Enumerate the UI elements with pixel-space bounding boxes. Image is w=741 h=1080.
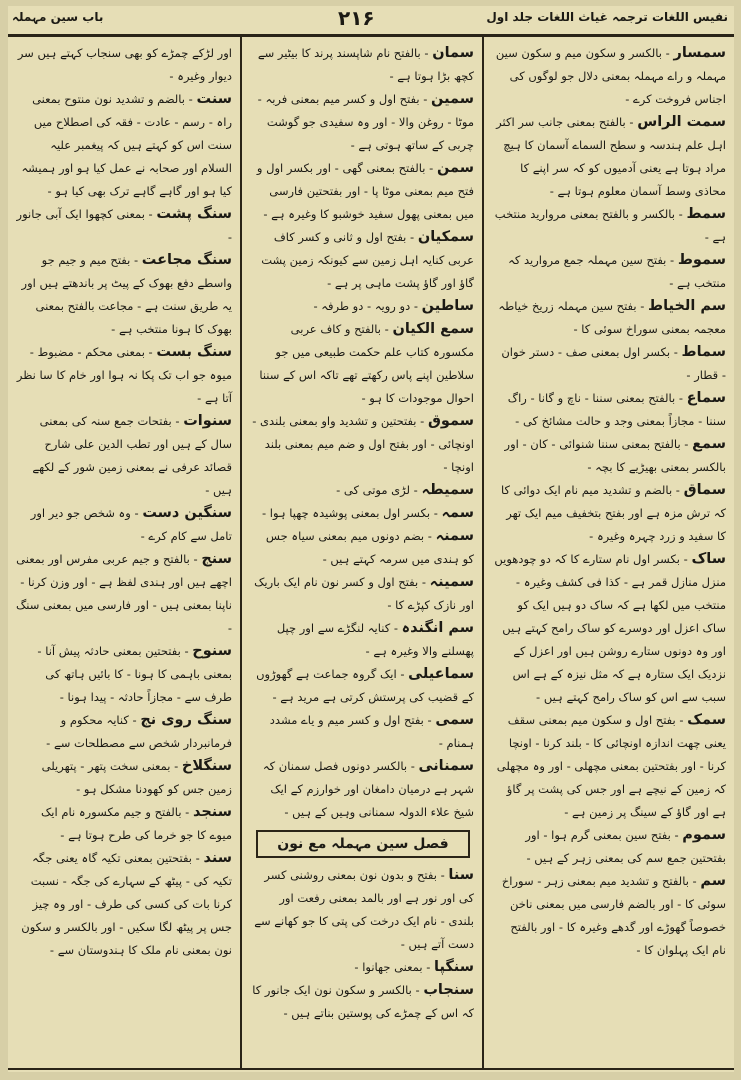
- dictionary-entry: [16, 847, 232, 962]
- entry-headword: سمنہ: [435, 528, 474, 544]
- dictionary-entry: [252, 410, 474, 479]
- entry-headword: سمیطہ: [421, 482, 474, 498]
- column-divider: [482, 36, 484, 1070]
- dictionary-entry: [252, 571, 474, 617]
- entry-definition: - لڑی موتی کی -: [336, 483, 418, 497]
- entry-definition: اور لڑکے چمڑے کو بھی سنجاب کہتے ہیں سر دیوار وغیرہ -: [17, 46, 232, 83]
- section-title: باب سین مہملہ: [12, 10, 104, 24]
- entry-headword: سنوح: [192, 643, 232, 659]
- dictionary-entry: [16, 410, 232, 502]
- dictionary-entry: [494, 870, 726, 962]
- dictionary-entry: [16, 203, 232, 249]
- dictionary-entry: [494, 387, 726, 433]
- dictionary-entry: [252, 295, 474, 318]
- entry-definition: - بالکسر دونوں فصل سمنان کہ شہر ہے درمیان دامغان اور خوارزم کے ایک شیخ علاء الدولہ سمنانی وہیں کے ہیں -: [262, 759, 474, 819]
- column-left: [10, 42, 238, 1064]
- entry-headword: سنگ پشت: [156, 206, 232, 222]
- entry-definition: - بفتح اول و کسر میم بمعنی فربہ - موٹا - روغن والا - اور وہ سفیدی جو گوشت چربی کے ساتھ ہوتی ہے -: [257, 92, 474, 152]
- entry-headword: سنگین دست: [142, 505, 232, 521]
- section-heading: فصل سین مہملہ مع نون: [256, 830, 470, 858]
- entry-headword: سمع: [692, 436, 726, 452]
- entry-headword: سنگ بست: [156, 344, 232, 360]
- entry-headword: سماق: [683, 482, 726, 498]
- entry-headword: سمط: [686, 206, 726, 222]
- dictionary-entry: [16, 42, 232, 88]
- entry-headword: سمی: [435, 712, 474, 728]
- entry-headword: سمت الراس: [637, 114, 726, 130]
- entry-headword: سمع الکیان: [392, 321, 474, 337]
- dictionary-entry: [252, 525, 474, 571]
- dictionary-page: [8, 6, 734, 1072]
- entry-headword: سنا: [448, 867, 474, 883]
- entry-definition: - بالفتح بمعنی گھی - اور بکسر اول و فتح میم بمعنی موٹا پا - اور بفتحتین فارسی میں بمعنی پھول سفید خوشبو کا وغیرہ ہے -: [256, 161, 474, 221]
- entry-definition: - بالکسر و سکون میم و سکون سین مہملہ و راے مہملہ بمعنی دلال جو لوگوں کی اجناس فروخت کرے -: [495, 46, 726, 106]
- entry-definition: - بمعنی محکم - مضبوط - میوہ جو اب تک پکا نہ ہوا اور خام کا سا نظر آتا ہے -: [16, 345, 232, 405]
- entry-definition: - بمعنی کچھوا ایک آبی جانور -: [16, 207, 232, 244]
- entry-definition: - بالضم و تشدید نون منتوح بمعنی راہ - رسم - عادت - فقہ کی اصطلاح میں سنت اس کو کہتے ہیں کہ پیغمبر علیہ السلام اور صحابہ نے عمل کیا ہو اور ہمیشہ کیا ہو اور گاہے گاہے ترک بھی کیا ہو -: [21, 92, 232, 198]
- entry-headword: سمان: [432, 45, 474, 61]
- entry-definition: - بفتح و بدون نون بمعنی روشنی کسر کی اور نور ہے اور بالمد بمعنی رفعت اور بلندی - نام ایک درخت کی پتی کا جو کھانے سے دست آتے ہیں -: [254, 868, 474, 951]
- dictionary-entry: [252, 755, 474, 824]
- entry-headword: سماع: [686, 390, 726, 406]
- entry-definition: - بفتحتین بمعنی تکیہ گاہ یعنی جگہ تکیہ کی - پیٹھ کے سہارے کی جگہ - نسبت کرنا بات کی کسی کی طرف - اور وہ چیز جس پر پیٹھ لگا سکیں - اور بالکسر و سکون نون بمعنی نام ملک کا ہندوستان سے -: [21, 851, 232, 957]
- entry-definition: - بفتح سین بمعنی گرم ہوا - اور بفتحتین جمع سم کی بمعنی زہر کے ہیں -: [525, 828, 726, 865]
- entry-definition: - وہ شخص جو دیر اور تامل سے کام کرے -: [30, 506, 232, 543]
- dictionary-entry: [252, 157, 474, 226]
- entry-definition: - بالکسر و بالفتح بمعنی مروارید منتخب ہے -: [494, 207, 726, 244]
- entry-definition: - کنایہ محکوم و فرمانبردار شخص سے مصطلحات سے -: [46, 713, 232, 750]
- dictionary-entry: [252, 318, 474, 410]
- column-divider: [240, 36, 242, 1070]
- entry-headword: سموط: [677, 252, 726, 268]
- entry-definition: - ایک گروہ جماعت ہے گھوڑوں کے قضیب کی پرستش کرتی ہے مرید ہے -: [256, 667, 474, 704]
- page-header: [8, 6, 734, 32]
- entry-definition: - بفتح اول و کسر میم و یاے مشدد ہمنام -: [269, 713, 474, 750]
- dictionary-entry: [494, 341, 726, 387]
- dictionary-entry: [494, 42, 726, 111]
- entry-definition: - بالکسر و سکون نون ایک جانور کا کہ اس کے چمڑے کی پوستین بناتے ہیں -: [252, 983, 474, 1020]
- entry-definition: - بفتح سین مہملہ جمع مروارید کہ منتخب ہے -: [508, 253, 726, 290]
- entry-definition: - بفتح اول و کسر نون نام ایک باریک اور نازک کپڑے کا -: [254, 575, 474, 612]
- column-right: [488, 42, 732, 1064]
- dictionary-entry: [16, 548, 232, 640]
- entry-headword: سمینہ: [429, 574, 474, 590]
- entry-definition: - بالفتح بمعنی سننا شنوائی - کان - اور بالکسر بمعنی بھیڑیے کا بچہ -: [504, 437, 726, 474]
- entry-headword: سنگ روی نج: [140, 712, 232, 728]
- entry-headword: ساک: [691, 551, 726, 567]
- dictionary-entry: [494, 433, 726, 479]
- entry-headword: سنجاب: [423, 982, 474, 998]
- entry-headword: سم انگندہ: [401, 620, 474, 636]
- entry-headword: سنگلاخ: [181, 758, 232, 774]
- dictionary-entry: [494, 709, 726, 824]
- entry-headword: سمہ: [441, 505, 474, 521]
- dictionary-entry: [252, 663, 474, 709]
- dictionary-entry: [494, 203, 726, 249]
- entry-definition: - بمعنی سخت پتھر - پتھریلی زمین جس کو کھودنا مشکل ہو -: [41, 759, 232, 796]
- column-middle: [246, 42, 480, 1064]
- dictionary-entry: [494, 111, 726, 203]
- entry-definition: - بمعنی جھانوا -: [354, 960, 431, 974]
- entry-definition: - بالفتح نام شاپسند پرند کا بیٹیر سے کچھ بڑا ہوتا ہے -: [257, 46, 474, 83]
- entry-definition: - بالفتح و کاف عربی مکسورہ کتاب علم حکمت طبیعی میں جو سلاطین اپنے پاس رکھتے تھے تاکہ اس کے سننا احوال موجودات کا ہو -: [259, 322, 474, 405]
- entry-headword: سموق: [427, 413, 474, 429]
- entry-definition: - بالضم و تشدید میم نام ایک دوائی کا کہ ترش مزہ ہے اور بفتح بتخفیف میم ایک تھر کا سفید و زرد چہرہ وغیرہ -: [501, 483, 726, 543]
- dictionary-entry: [252, 956, 474, 979]
- entry-headword: سنت: [196, 91, 232, 107]
- dictionary-entry: [16, 755, 232, 801]
- entry-definition: - بفتحات جمع سنہ کی بمعنی سال کے ہیں اور تطب الدین علی شارح قصائد عرفی نے بمعنی زمین شور کے لکھے ہیں -: [32, 414, 232, 497]
- entry-definition: - بفتحتین و تشدید واو بمعنی بلندی - اونچائی - اور بفتح اول و ضم میم بمعنی بلند اونچا -: [252, 414, 474, 474]
- dictionary-entry: [16, 88, 232, 203]
- dictionary-entry: [252, 502, 474, 525]
- dictionary-entry: [16, 709, 232, 755]
- dictionary-entry: [16, 341, 232, 410]
- dictionary-entry: [252, 226, 474, 295]
- entry-definition: - بالفتح بمعنی جانب سر اکثر اہل علم ہندسہ و سطح السماے آسمان کا ہیچ مراد ہوتا ہے یعنی آدمیوں کو کہ سر اپنے کا محاذی وسط آسمان معلوم ہوتا ہے -: [496, 115, 726, 198]
- entry-definition: - بفتح میم و جیم جو واسطے دفع بھوک کے پیٹ پر باندھتے ہیں اور یہ طریق سنت ہے - مجاعت بالفتح بمعنی بھوک کا ہونا منتخب ہے -: [21, 253, 232, 336]
- header-rule: [8, 34, 734, 37]
- entry-headword: سنجد: [192, 804, 232, 820]
- entry-headword: سماعیلی: [408, 666, 474, 682]
- dictionary-entry: [252, 979, 474, 1025]
- dictionary-entry: [252, 88, 474, 157]
- book-title: نفیس اللغات ترجمہ غیاث اللغات جلد اول: [486, 10, 728, 24]
- entry-definition: - بفتح اول و ثانی و کسر کاف عربی کنایہ اہل زمین سے کیونکہ زمین پشت گاؤ اور گاؤ پشت ماہی پر ہے -: [261, 230, 474, 290]
- page-number: ۲۱۶: [338, 6, 375, 30]
- bottom-rule: [8, 1068, 734, 1070]
- dictionary-entry: [16, 502, 232, 548]
- entry-definition: - کنایہ لنگڑے سے اور چپل پھسلنے والا وغیرہ ہے -: [276, 621, 474, 658]
- dictionary-entry: [494, 824, 726, 870]
- entry-definition: - بفتح اول و سکون میم بمعنی سقف یعنی چھت اندازہ اونچائی کا - بلند کرنا - اونچا کرنا - اور بفتحتین بمعنی مچھلی - اور وہ مچھلی کہ زمین کے نیچے ہے اور جس کی پشت پر گاؤ ہے اور گاؤ کے سینگ پر زمین ہے -: [496, 713, 726, 819]
- dictionary-entry: [494, 548, 726, 709]
- entry-definition: - بفتحتین بمعنی حادثہ پیش آنا - بمعنی باہمی کا ہونا - کا بائیں ہاتھ کی طرف سے - مجازاً حادثہ - پیدا ہونا -: [37, 644, 232, 704]
- entry-headword: سمسار: [673, 45, 726, 61]
- dictionary-entry: [16, 640, 232, 709]
- dictionary-entry: [494, 295, 726, 341]
- entry-headword: سماط: [681, 344, 726, 360]
- entry-headword: سنج: [201, 551, 232, 567]
- dictionary-entry: [252, 864, 474, 956]
- entry-headword: سموم: [682, 827, 726, 843]
- entry-definition: - بضم دونوں میم بمعنی سیاہ جس کو ہندی میں سرمہ کہتے ہیں -: [265, 529, 474, 566]
- dictionary-entry: [16, 249, 232, 341]
- entry-headword: ساطین: [421, 298, 474, 314]
- entry-headword: سمین: [431, 91, 474, 107]
- entry-headword: سم الخیاط: [648, 298, 726, 314]
- entry-headword: سمنانی: [418, 758, 474, 774]
- entry-headword: سمن: [436, 160, 474, 176]
- entry-headword: سنگ مجاعت: [141, 252, 232, 268]
- entry-definition: - بالفتح و جیم مکسورہ نام ایک میوے کا جو خرما کی طرح ہوتا ہے -: [41, 805, 232, 842]
- entry-definition: - بکسر اول بمعنی صف - دستر خوان - قطار -: [501, 345, 726, 382]
- dictionary-entry: [252, 479, 474, 502]
- entry-headword: سمک: [687, 712, 726, 728]
- dictionary-entry: [252, 617, 474, 663]
- dictionary-entry: [16, 801, 232, 847]
- dictionary-entry: [494, 249, 726, 295]
- entry-headword: سم: [700, 873, 726, 889]
- dictionary-entry: [494, 479, 726, 548]
- entry-definition: - بالفتح و تشدید میم بمعنی زہر - سوراخ سوئی کا - اور بالضم فارسی میں بمعنی ناخن خصوصاً گھوڑے اور گدھے وغیرہ کا - اور بالفتح نام ایک پہلوان کا -: [501, 874, 726, 957]
- entry-headword: سنگپا: [434, 959, 474, 975]
- entry-headword: سند: [203, 850, 232, 866]
- entry-headword: سنوات: [183, 413, 232, 429]
- entry-headword: سمکیان: [417, 229, 474, 245]
- entry-definition: - بکسر اول نام ستارے کا کہ دو چودھویں منزل منازل قمر ہے - کذا فی کشف وغیرہ - منتخب میں لکھا ہے کہ ساک دو ہیں ایک کو ساک اعزل اور دوسرے کو ساک رامح کہتے ہیں اور وہ دونوں ستارے روشن ہیں اور اعزل کے نزدیک ایک ستارہ ہے کہ مثل نیزہ کے ہے اس سبب سے اس کو ساک رامح کہتے ہیں -: [494, 552, 726, 704]
- entry-definition: - بکسر اول بمعنی پوشیدہ چھپا ہوا -: [261, 506, 438, 520]
- dictionary-entry: [252, 709, 474, 755]
- entry-definition: - بالفتح بمعنی سننا - ناچ و گانا - راگ سننا - مجازاً بمعنی وجد و حالت مشائخ کی -: [507, 391, 726, 428]
- entry-definition: - بفتح سین مہملہ زریخ خیاطہ معجمہ بمعنی سوراخ سوئی کا -: [498, 299, 726, 336]
- dictionary-entry: [252, 42, 474, 88]
- entry-definition: - دو رویہ - دو طرفہ -: [313, 299, 418, 313]
- entry-definition: - بالفتح و جیم عربی مفرس اور بمعنی اچھے ہیں اور ہندی لفظ ہے - اور وزن کرنا - ناپنا بمعنی ہیں - اور فارسی میں بمعنی سنگ -: [15, 552, 232, 635]
